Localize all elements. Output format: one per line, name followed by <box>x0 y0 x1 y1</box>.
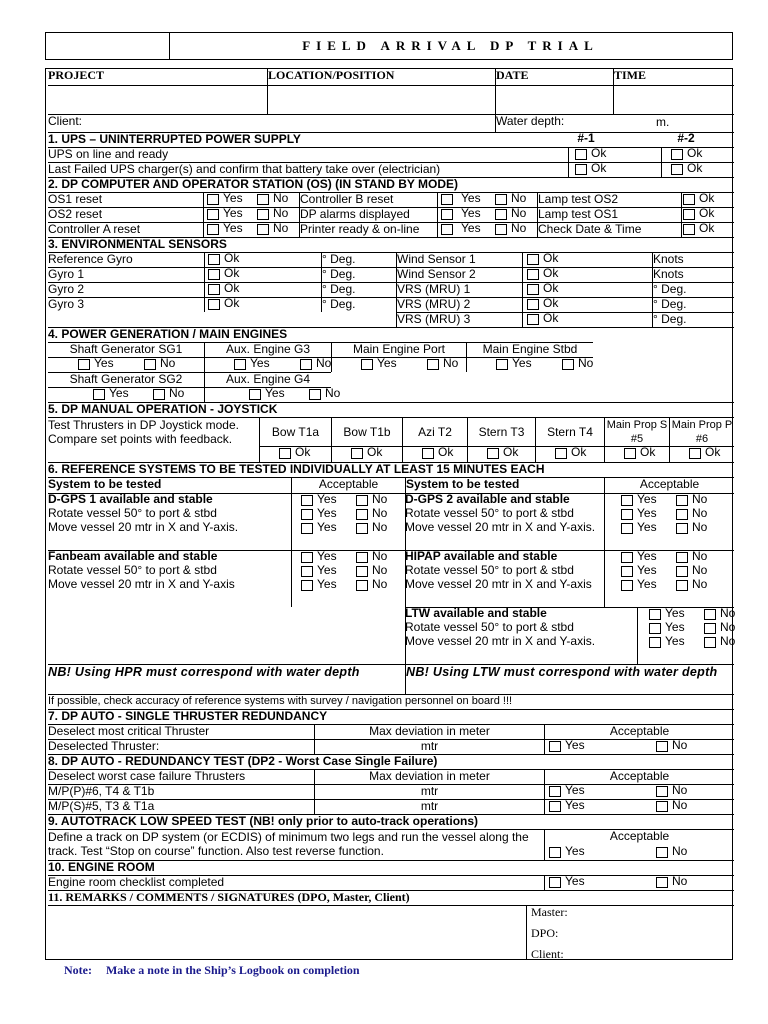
sensor-left-1-label: Ok <box>224 267 240 280</box>
s9-no-checkbox[interactable] <box>656 847 668 858</box>
sensor-left-3-label: Ok <box>224 297 240 310</box>
ref-line wrap: Move vessel 20 mtr in X and Y-axis. <box>405 635 596 648</box>
mtr-cell: mtr <box>314 739 544 754</box>
engine-r2-0-yes-label: Yes <box>109 387 129 400</box>
dp-b-no-checkbox[interactable] <box>495 194 507 205</box>
sensor-right-3-checkbox[interactable] <box>527 299 539 310</box>
s7-row: Deselect most critical Thruster <box>48 724 314 739</box>
no-label: No <box>273 222 289 235</box>
ref-yes-checkbox[interactable] <box>301 495 313 506</box>
ref-no-label: No <box>692 507 708 520</box>
ref-line wrap: Move vessel 20 mtr in X and Y-axis. <box>405 521 596 534</box>
ok-label: Ok <box>699 222 715 235</box>
ref-yes-checkbox[interactable] <box>649 609 661 620</box>
ref-no-label: No <box>692 578 708 591</box>
nb-ltw: NB! Using LTW must correspond with water depth <box>405 664 734 694</box>
form-header <box>45 32 733 60</box>
engine-r1-3-yes-label: Yes <box>512 357 532 370</box>
ref-no-label: No <box>372 507 388 520</box>
mtr-cell: mtr <box>314 784 544 799</box>
thruster-1-label: Ok <box>367 446 383 459</box>
ref-yes-checkbox[interactable] <box>621 495 633 506</box>
engine-r1-1-yes-label: Yes <box>250 357 270 370</box>
thruster-4-label: Ok <box>571 446 587 459</box>
ref-yes-checkbox[interactable] <box>301 580 313 591</box>
engine-r1-1-yes-checkbox[interactable] <box>234 359 246 370</box>
engine-r1-2-yes-label: Yes <box>377 357 397 370</box>
engine-r1-1-no-checkbox[interactable] <box>300 359 312 370</box>
sensor-right-0-label: Ok <box>543 252 559 265</box>
ref-line: Rotate vessel 50° to port & stbd <box>405 621 574 634</box>
ups-0-1-label: Ok <box>591 147 607 160</box>
sensor-name: VRS (MRU) 2 <box>396 297 522 312</box>
ref-no-checkbox[interactable] <box>676 523 688 534</box>
water-depth-unit: m. <box>656 116 670 129</box>
header-logo-box <box>46 33 170 59</box>
sensor-right-0-checkbox[interactable] <box>527 254 539 265</box>
ref-line wrap: Move vessel 20 mtr in X and Y-axis. <box>48 521 239 534</box>
engine-r1-2-no-checkbox[interactable] <box>427 359 439 370</box>
dp-item-b: Controller B reset <box>299 192 437 207</box>
thruster-6-label: Ok <box>705 446 721 459</box>
sensor-right-2-checkbox[interactable] <box>527 284 539 295</box>
s10-yes-checkbox[interactable] <box>549 877 561 888</box>
s9-yes-checkbox[interactable] <box>549 847 561 858</box>
ref-yes-checkbox[interactable] <box>621 566 633 577</box>
s1-title: 1. UPS – UNINTERRUPTED POWER SUPPLY <box>48 132 734 147</box>
s5-title: 5. DP MANUAL OPERATION - JOYSTICK <box>48 402 734 417</box>
sensor-right-2-label: Ok <box>543 282 559 295</box>
engine-r1-3-yes-checkbox[interactable] <box>496 359 508 370</box>
s10-yes-label: Yes <box>565 875 585 888</box>
s9-title: 9. AUTOTRACK LOW SPEED TEST (NB! only prior to auto-track operations) <box>48 814 734 829</box>
ups-0-1-checkbox[interactable] <box>575 149 587 160</box>
thruster-label: Azi T2 <box>402 417 467 446</box>
sensor-unit-cell: ° Deg. <box>652 297 734 312</box>
dp-item-a: Controller A reset <box>48 222 203 237</box>
ref-no-checkbox[interactable] <box>676 552 688 563</box>
s9-desc: Define a track on DP system (or ECDIS) of minimum two legs and run the vessel along the track. Test “Stop on course” function. Also test reverse function. <box>48 829 544 860</box>
no-label: No <box>511 222 527 235</box>
sensor-name: Wind Sensor 2 <box>396 267 522 282</box>
s7-yes-label: Yes <box>565 739 585 752</box>
ref-no-checkbox[interactable] <box>704 637 716 648</box>
engine-r2-1-yes-label: Yes <box>265 387 285 400</box>
ref-note: If possible, check accuracy of reference systems with survey / navigation personnel on board !!! <box>48 694 734 709</box>
engine-r2-0-yes-checkbox[interactable] <box>93 389 105 400</box>
mtr-cell: mtr <box>314 799 544 814</box>
footer-note <box>64 963 374 978</box>
ref-no-label: No <box>372 493 388 506</box>
dp-b-yes-checkbox[interactable] <box>441 209 453 220</box>
dp-item-a: OS2 reset <box>48 207 203 222</box>
ref-no-label: No <box>692 564 708 577</box>
thruster-label: Stern T3 <box>467 417 535 446</box>
yes-label: Yes <box>223 192 243 205</box>
yes-label: Yes <box>461 192 481 205</box>
ref-system-name: D-GPS 2 available and stable <box>405 493 570 506</box>
engine-name: Aux. Engine G4 <box>204 372 331 387</box>
ref-no-checkbox[interactable] <box>356 566 368 577</box>
s10-no-checkbox[interactable] <box>656 877 668 888</box>
sensor-right-4-checkbox[interactable] <box>527 314 539 325</box>
s10-no-label: No <box>672 875 688 888</box>
dp-b-yes-checkbox[interactable] <box>441 224 453 235</box>
date-label: DATE <box>495 69 613 85</box>
thruster-label: Bow T1b <box>331 417 402 446</box>
engine-r2-1-no-label: No <box>325 387 341 400</box>
ref-yes-label: Yes <box>637 550 657 563</box>
s11-title: 11. REMARKS / COMMENTS / SIGNATURES (DPO, Master, Client) <box>48 890 734 905</box>
engine-r2-0-no-checkbox[interactable] <box>153 389 165 400</box>
ref-no-label: No <box>372 521 388 534</box>
ref-yes-label: Yes <box>317 493 337 506</box>
dp-item-c: Check Date & Time <box>537 222 681 237</box>
sensor-left-3-checkbox[interactable] <box>208 299 220 310</box>
sensor-right-1-checkbox[interactable] <box>527 269 539 280</box>
time-field[interactable] <box>613 85 734 114</box>
s8-r2-yes-label: Yes <box>565 784 585 797</box>
ref-no-label: No <box>720 621 736 634</box>
yes-label: Yes <box>461 222 481 235</box>
ref-yes-label: Yes <box>637 521 657 534</box>
thruster-0-label: Ok <box>295 446 311 459</box>
ref-yes-checkbox[interactable] <box>301 523 313 534</box>
signature-label: DPO: <box>531 927 559 940</box>
thruster-label: Main Prop P #6 <box>669 417 734 446</box>
engine-name: Main Engine Port <box>331 342 466 357</box>
s8-row: M/P(S)#5, T3 & T1a <box>48 799 314 814</box>
thruster-3-checkbox[interactable] <box>487 448 499 459</box>
s9-yes-label: Yes <box>565 845 585 858</box>
s10-row: Engine room checklist completed <box>48 875 544 890</box>
engine-r2-1-no-checkbox[interactable] <box>309 389 321 400</box>
sensor-name: VRS (MRU) 3 <box>396 312 522 327</box>
sensor-deg-cell: ° Deg. <box>321 267 396 282</box>
ref-line: Rotate vessel 50° to port & stbd <box>48 507 217 520</box>
dp-b-yes-checkbox[interactable] <box>441 194 453 205</box>
sensor-ok-cell <box>522 312 652 327</box>
dp-c-ok-checkbox[interactable] <box>683 194 695 205</box>
sensor-right-1-label: Ok <box>543 267 559 280</box>
s8-r2-yes-checkbox[interactable] <box>549 786 561 797</box>
ref-yes-checkbox[interactable] <box>621 552 633 563</box>
ref-no-checkbox[interactable] <box>356 523 368 534</box>
acceptable-head: Acceptable <box>544 829 734 844</box>
ref-yes-label: Yes <box>317 550 337 563</box>
project-field[interactable] <box>48 85 267 114</box>
maxdev-head: Max deviation in meter <box>314 769 544 784</box>
thruster-label: Bow T1a <box>259 417 331 446</box>
sensor-unit-cell: ° Deg. <box>652 282 734 297</box>
ref-no-checkbox[interactable] <box>704 609 716 620</box>
no-label: No <box>273 192 289 205</box>
sensor-name: Gyro 2 <box>48 282 204 297</box>
yes-label: Yes <box>223 222 243 235</box>
thruster-5-label: Ok <box>640 446 656 459</box>
ups-col-2: #-2 <box>677 132 695 145</box>
ref-yes-label: Yes <box>665 621 685 634</box>
engine-r2-0-no-label: No <box>169 387 185 400</box>
ref-no-checkbox[interactable] <box>676 509 688 520</box>
engine-r1-1-no-label: No <box>316 357 332 370</box>
dp-item-a: OS1 reset <box>48 192 203 207</box>
ref-no-checkbox[interactable] <box>356 580 368 591</box>
sensor-ok-cell <box>522 267 652 282</box>
ref-no-checkbox[interactable] <box>676 580 688 591</box>
signature-label: Client: <box>531 948 564 961</box>
ref-no-checkbox[interactable] <box>356 552 368 563</box>
ref-line wrap: Move vessel 20 mtr in X and Y-axis <box>405 578 592 591</box>
ok-label: Ok <box>699 207 715 220</box>
ref-line: Rotate vessel 50° to port & stbd <box>405 564 574 577</box>
dp-c-ok-checkbox[interactable] <box>683 209 695 220</box>
ref-col-head: System to be tested <box>48 477 291 493</box>
dp-c-ok-checkbox[interactable] <box>683 224 695 235</box>
ref-yes-label: Yes <box>317 564 337 577</box>
sensor-left-2-checkbox[interactable] <box>208 284 220 295</box>
ref-no-label: No <box>692 550 708 563</box>
engine-r1-3-no-checkbox[interactable] <box>562 359 574 370</box>
remarks-field[interactable] <box>48 905 526 959</box>
engine-name: Shaft Generator SG2 <box>48 372 204 387</box>
dp-item-c: Lamp test OS2 <box>537 192 681 207</box>
ups-1-2-checkbox[interactable] <box>671 164 683 175</box>
sensor-name: Gyro 3 <box>48 297 204 312</box>
s7-no-checkbox[interactable] <box>656 741 668 752</box>
ref-no-checkbox[interactable] <box>676 566 688 577</box>
ups-1-1-label: Ok <box>591 162 607 175</box>
sensor-right-4-label: Ok <box>543 312 559 325</box>
ref-no-label: No <box>692 521 708 534</box>
dp-a-no-checkbox[interactable] <box>257 224 269 235</box>
sensor-right-3-label: Ok <box>543 297 559 310</box>
s8-r2-no-label: No <box>672 784 688 797</box>
thruster-2-checkbox[interactable] <box>422 448 434 459</box>
s4-title: 4. POWER GENERATION / MAIN ENGINES <box>48 327 734 342</box>
ref-yes-label: Yes <box>637 564 657 577</box>
ups-row-label: Last Failed UPS charger(s) and confirm that battery take over (electrician) <box>48 162 568 177</box>
engine-r1-0-yes-label: Yes <box>94 357 114 370</box>
s8-r3-yes-label: Yes <box>565 799 585 812</box>
sensor-ok-cell <box>522 297 652 312</box>
ups-1-1-checkbox[interactable] <box>575 164 587 175</box>
s8-row: Deselect worst case failure Thrusters <box>48 769 314 784</box>
thruster-label: Stern T4 <box>535 417 604 446</box>
sensor-ok-cell <box>522 252 652 267</box>
dp-b-no-checkbox[interactable] <box>495 209 507 220</box>
ref-no-checkbox[interactable] <box>676 495 688 506</box>
ref-yes-label: Yes <box>637 507 657 520</box>
s8-r3-no-label: No <box>672 799 688 812</box>
ref-no-label: No <box>372 564 388 577</box>
ok-label: Ok <box>699 192 715 205</box>
sensor-deg-cell: ° Deg. <box>321 282 396 297</box>
s8-r2-no-checkbox[interactable] <box>656 786 668 797</box>
s9-no-label: No <box>672 845 688 858</box>
ref-system-name: Fanbeam available and stable <box>48 550 218 563</box>
sensor-left-2-label: Ok <box>224 282 240 295</box>
ref-yes-checkbox[interactable] <box>301 509 313 520</box>
ups-row-label: UPS on line and ready <box>48 147 568 162</box>
water-depth-label: Water depth: <box>495 114 734 132</box>
sensor-name: Wind Sensor 1 <box>396 252 522 267</box>
nb-hpr: NB! Using HPR must correspond with water depth <box>48 664 405 694</box>
signature-label: Master: <box>531 906 568 919</box>
dp-item-c: Lamp test OS1 <box>537 207 681 222</box>
acceptable-head: Acceptable <box>544 724 734 739</box>
project-label: PROJECT <box>48 69 105 82</box>
ref-line: Rotate vessel 50° to port & stbd <box>48 564 217 577</box>
dp-a-no-checkbox[interactable] <box>257 194 269 205</box>
acceptable-head: Acceptable <box>291 477 405 493</box>
thruster-6-checkbox[interactable] <box>689 448 701 459</box>
trial-form <box>45 68 736 961</box>
engine-r1-0-no-label: No <box>160 357 176 370</box>
dp-item-b: DP alarms displayed <box>299 207 437 222</box>
acceptable-head: Acceptable <box>604 477 734 493</box>
sensor-left-0-label: Ok <box>224 252 240 265</box>
engine-name: Shaft Generator SG1 <box>48 342 204 357</box>
thruster-4-checkbox[interactable] <box>555 448 567 459</box>
engine-name: Aux. Engine G3 <box>204 342 331 357</box>
ref-yes-checkbox[interactable] <box>621 509 633 520</box>
ups-col-1: #-1 <box>577 132 595 145</box>
thruster-1-checkbox[interactable] <box>351 448 363 459</box>
ref-yes-label: Yes <box>317 507 337 520</box>
dp-item-b: Printer ready & on-line <box>299 222 437 237</box>
s7-yes-checkbox[interactable] <box>549 741 561 752</box>
ups-0-2-label: Ok <box>687 147 703 160</box>
no-label: No <box>511 192 527 205</box>
joystick-desc: Test Thrusters in DP Joystick mode. Compare set points with feedback. <box>48 417 259 462</box>
acceptable-head: Acceptable <box>544 769 734 784</box>
ref-yes-label: Yes <box>665 635 685 648</box>
thruster-0-checkbox[interactable] <box>279 448 291 459</box>
ref-no-label: No <box>372 578 388 591</box>
footer-note-label: Note: <box>64 963 92 977</box>
engine-r1-3-no-label: No <box>578 357 594 370</box>
ref-system-name: LTW available and stable <box>405 607 547 620</box>
sensor-name: VRS (MRU) 1 <box>396 282 522 297</box>
dp-a-no-checkbox[interactable] <box>257 209 269 220</box>
ref-no-label: No <box>372 550 388 563</box>
ref-no-label: No <box>692 493 708 506</box>
ref-yes-label: Yes <box>665 607 685 620</box>
divider <box>48 372 331 373</box>
yes-label: Yes <box>223 207 243 220</box>
engine-name: Main Engine Stbd <box>466 342 593 357</box>
date-field[interactable] <box>495 85 613 114</box>
time-label: TIME <box>613 69 734 85</box>
sensor-unit-cell: Knots <box>652 252 734 267</box>
ref-no-label: No <box>720 635 736 648</box>
ref-yes-checkbox[interactable] <box>301 566 313 577</box>
location-field[interactable] <box>267 85 495 114</box>
ref-no-checkbox[interactable] <box>356 509 368 520</box>
ref-line: Rotate vessel 50° to port & stbd <box>405 507 574 520</box>
sensor-left-0-checkbox[interactable] <box>208 254 220 265</box>
ref-system-name: HIPAP available and stable <box>405 550 558 563</box>
s8-r3-no-checkbox[interactable] <box>656 801 668 812</box>
s6-title: 6. REFERENCE SYSTEMS TO BE TESTED INDIVIDUALLY AT LEAST 15 MINUTES EACH <box>48 462 734 477</box>
s3-title: 3. ENVIRONMENTAL SENSORS <box>48 237 734 252</box>
sensor-name: Reference Gyro <box>48 252 204 267</box>
client-label: Client: <box>48 114 495 132</box>
ref-no-label: No <box>720 607 736 620</box>
ref-yes-checkbox[interactable] <box>301 552 313 563</box>
ref-col-head: System to be tested <box>405 477 604 493</box>
dp-a-yes-checkbox[interactable] <box>207 209 219 220</box>
sensor-ok-cell <box>522 282 652 297</box>
sensor-unit-cell: Knots <box>652 267 734 282</box>
footer-note-text: Make a note in the Ship’s Logbook on completion <box>105 963 360 977</box>
sensor-name: Gyro 1 <box>48 267 204 282</box>
ref-yes-label: Yes <box>317 578 337 591</box>
thruster-2-label: Ok <box>438 446 454 459</box>
no-label: No <box>511 207 527 220</box>
ups-1-2-label: Ok <box>687 162 703 175</box>
s7-title: 7. DP AUTO - SINGLE THRUSTER REDUNDANCY <box>48 709 734 724</box>
thruster-label: Main Prop S #5 <box>604 417 669 446</box>
ref-yes-checkbox[interactable] <box>621 523 633 534</box>
s2-title: 2. DP COMPUTER AND OPERATOR STATION (OS) (IN STAND BY MODE) <box>48 177 734 192</box>
s10-title: 10. ENGINE ROOM <box>48 860 734 875</box>
ref-yes-label: Yes <box>317 521 337 534</box>
ref-yes-checkbox[interactable] <box>621 580 633 591</box>
dp-b-no-checkbox[interactable] <box>495 224 507 235</box>
engine-r1-0-no-checkbox[interactable] <box>144 359 156 370</box>
ref-yes-checkbox[interactable] <box>649 637 661 648</box>
thruster-5-checkbox[interactable] <box>624 448 636 459</box>
s8-row: M/P(P)#6, T4 & T1b <box>48 784 314 799</box>
engine-r1-2-yes-checkbox[interactable] <box>361 359 373 370</box>
engine-r1-0-yes-checkbox[interactable] <box>78 359 90 370</box>
yes-label: Yes <box>461 207 481 220</box>
ref-system-name: D-GPS 1 available and stable <box>48 493 213 506</box>
ref-no-checkbox[interactable] <box>704 623 716 634</box>
sensor-unit-cell: ° Deg. <box>652 312 734 327</box>
location-label: LOCATION/POSITION <box>267 69 495 85</box>
sensor-deg-cell: ° Deg. <box>321 297 396 312</box>
engine-r1-2-no-label: No <box>443 357 459 370</box>
ref-line wrap: Move vessel 20 mtr in X and Y-axis <box>48 578 235 591</box>
sensor-left-1-checkbox[interactable] <box>208 269 220 280</box>
ref-yes-label: Yes <box>637 493 657 506</box>
s8-title: 8. DP AUTO - REDUNDANCY TEST (DP2 - Worst Case Single Failure) <box>48 754 734 769</box>
ref-no-checkbox[interactable] <box>356 495 368 506</box>
no-label: No <box>273 207 289 220</box>
s8-r3-yes-checkbox[interactable] <box>549 801 561 812</box>
form-title: FIELD ARRIVAL DP TRIAL <box>302 38 599 53</box>
sensor-deg-cell: ° Deg. <box>321 252 396 267</box>
thruster-3-label: Ok <box>503 446 519 459</box>
maxdev-head: Max deviation in meter <box>314 724 544 739</box>
s7-no-label: No <box>672 739 688 752</box>
engine-r2-1-yes-checkbox[interactable] <box>249 389 261 400</box>
ups-0-2-checkbox[interactable] <box>671 149 683 160</box>
dp-a-yes-checkbox[interactable] <box>207 224 219 235</box>
ref-yes-label: Yes <box>637 578 657 591</box>
ref-yes-checkbox[interactable] <box>649 623 661 634</box>
dp-a-yes-checkbox[interactable] <box>207 194 219 205</box>
s7-row: Deselected Thruster: <box>48 739 314 754</box>
